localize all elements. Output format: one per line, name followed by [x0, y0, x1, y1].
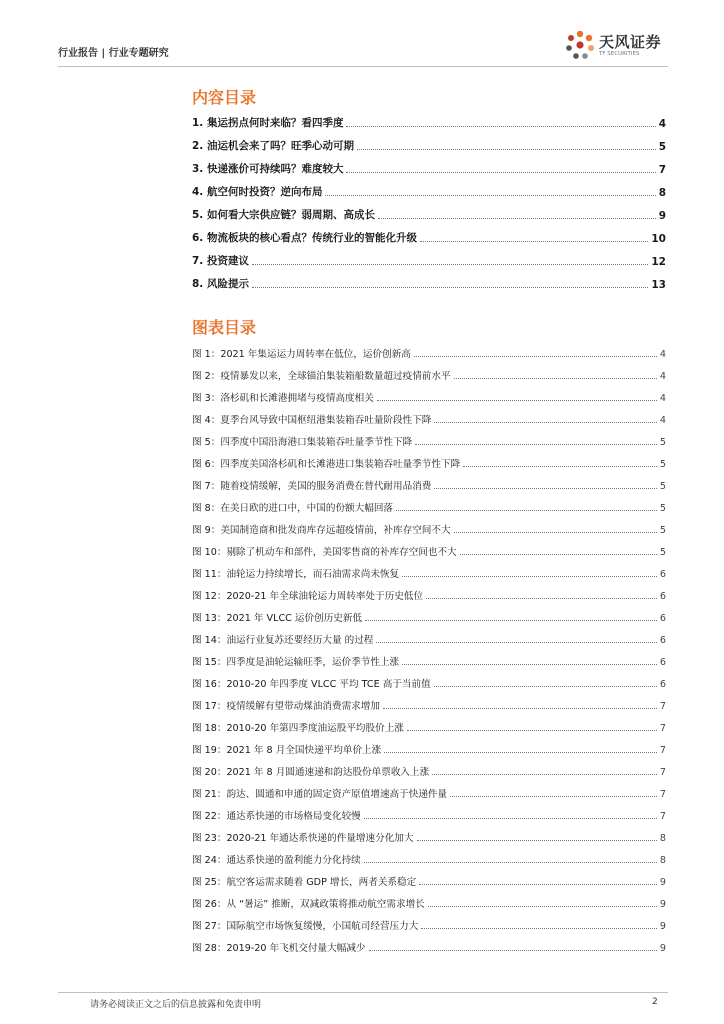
toc-entry-label: 图 7：随着疫情缓解，美国的服务消费在替代耐用品消费 [192, 481, 432, 492]
toc-entry-page: 9 [659, 943, 666, 954]
toc-entry-page: 7 [659, 811, 666, 822]
toc-entry-label: 图 28：2019-20 年飞机交付量大幅减少 [192, 943, 366, 954]
chart-toc-entry[interactable] [192, 822, 666, 844]
toc-entry-label: 图 12：2020-21 年全球油轮运力周转率处于历史低位 [192, 591, 424, 602]
chart-toc-entry[interactable] [192, 734, 666, 756]
toc-entry-page: 4 [659, 415, 666, 426]
chart-toc-entry[interactable] [192, 514, 666, 536]
toc-entry-label: 图 9：美国制造商和批发商库存远超疫情前，补库存空间不大 [192, 525, 451, 536]
toc-entry-page: 5 [659, 481, 666, 492]
chart-toc-entry[interactable] [192, 338, 666, 360]
dot-leader [364, 818, 657, 819]
chart-toc-entry[interactable] [192, 536, 666, 558]
toc-entry-label: 图 26：从 “暑运” 推断，双减政策将推动航空需求增长 [192, 899, 425, 910]
chart-toc-entry[interactable] [192, 932, 666, 954]
dot-leader [252, 287, 648, 288]
toc-entry-label: 8. 风险提示 [192, 278, 249, 290]
chart-toc-entry[interactable] [192, 844, 666, 866]
toc-entry-page: 7 [658, 164, 666, 176]
toc-entry-page: 8 [659, 855, 666, 866]
toc-entry-label: 1. 集运拐点何时来临？看四季度 [192, 117, 344, 129]
toc-entry-label: 图 6：四季度美国洛杉矶和长滩港进口集装箱吞吐量季节性下降 [192, 459, 461, 470]
toc-entry-label: 4. 航空何时投资？逆向布局 [192, 186, 323, 198]
toc-entry-page: 5 [659, 503, 666, 514]
dot-leader [364, 862, 657, 863]
toc-entry-label: 图 13：2021 年 VLCC 运价创历史新低 [192, 613, 363, 624]
brand-subtitle: TF SECURITIES [599, 51, 640, 57]
content-toc-list [192, 107, 666, 291]
toc-entry-label: 2. 油运机会来了吗？旺季心动可期 [192, 140, 354, 152]
page-number: 2 [652, 997, 658, 1007]
toc-entry-label: 3. 快递涨价可持续吗？难度较大 [192, 163, 344, 175]
chart-toc-entry[interactable] [192, 866, 666, 888]
toc-entry-page: 6 [659, 613, 666, 624]
dot-leader [460, 554, 657, 555]
content-toc-entry[interactable] [192, 245, 666, 268]
dot-leader [377, 400, 657, 401]
toc-entry-label: 图 22：通达系快递的市场格局变化较慢 [192, 811, 361, 822]
flower-logo-icon [563, 28, 597, 62]
chart-toc-entry[interactable] [192, 602, 666, 624]
dot-leader [420, 241, 648, 242]
toc-entry-label: 图 23：2020-21 年通达系快递的件量增速分化加大 [192, 833, 414, 844]
toc-entry-page: 4 [659, 349, 666, 360]
chart-toc-entry[interactable] [192, 778, 666, 800]
toc-entry-page: 7 [659, 723, 666, 734]
brand-name: 天风证券 [599, 33, 662, 51]
content-toc-entry[interactable] [192, 199, 666, 222]
toc-entry-page: 9 [659, 899, 666, 910]
toc-entry-page: 8 [659, 833, 666, 844]
dot-leader [432, 774, 657, 775]
toc-entry-label: 图 16：2010-20 年四季度 VLCC 平均 TCE 高于当前值 [192, 679, 431, 690]
dot-leader [454, 532, 657, 533]
toc-entry-page: 6 [659, 635, 666, 646]
dot-leader [434, 422, 656, 423]
toc-entry-page: 7 [659, 789, 666, 800]
dot-leader [434, 686, 657, 687]
toc-entry-label: 图 25：航空客运需求随着 GDP 增长，两者关系稳定 [192, 877, 417, 888]
header-divider [58, 66, 668, 67]
disclaimer-note: 请务必阅读正文之后的信息披露和免责申明 [90, 1000, 262, 1010]
toc-entry-label: 图 17：疫情缓解有望带动煤油消费需求增加 [192, 701, 380, 712]
dot-leader [414, 356, 657, 357]
dot-leader [434, 488, 656, 489]
chart-toc-entry[interactable] [192, 360, 666, 382]
dot-leader [383, 708, 657, 709]
toc-entry-page: 6 [659, 569, 666, 580]
content-toc-entry[interactable] [192, 176, 666, 199]
toc-entry-label: 图 11：油轮运力持续增长，而石油需求尚未恢复 [192, 569, 400, 580]
toc-entry-page: 4 [658, 118, 666, 130]
toc-entry-label: 图 10：剔除了机动车和部件，美国零售商的补库存空间也不大 [192, 547, 457, 558]
toc-entry-page: 4 [659, 393, 666, 404]
dot-leader [402, 664, 657, 665]
chart-toc-entry[interactable] [192, 646, 666, 668]
chart-toc-entry[interactable] [192, 888, 666, 910]
chart-toc-entry[interactable] [192, 910, 666, 932]
toc-entry-label: 图 19：2021 年 8 月全国快递平均单价上涨 [192, 745, 382, 756]
toc-entry-page: 5 [659, 525, 666, 536]
chart-toc-entry[interactable] [192, 404, 666, 426]
dot-leader [325, 195, 655, 196]
chart-toc-entry[interactable] [192, 624, 666, 646]
report-category: 行业报告 | 行业专题研究 [58, 48, 169, 59]
toc-entry-page: 5 [658, 141, 666, 153]
dot-leader [450, 796, 657, 797]
toc-entry-label: 图 20：2021 年 8 月圆通速递和韵达股份单票收入上涨 [192, 767, 430, 778]
chart-toc-entry[interactable] [192, 492, 666, 514]
chart-toc-entry[interactable] [192, 668, 666, 690]
dot-leader [365, 620, 657, 621]
toc-entry-label: 7. 投资建议 [192, 255, 249, 267]
dot-leader [407, 730, 657, 731]
brand-logo [563, 26, 683, 66]
toc-entry-page: 10 [651, 233, 666, 245]
toc-entry-page: 8 [658, 187, 666, 199]
toc-entry-page: 6 [659, 591, 666, 602]
toc-entry-label: 6. 物流板块的核心看点？传统行业的智能化升级 [192, 232, 417, 244]
toc-entry-label: 图 5：四季度中国沿海港口集装箱吞吐量季节性下降 [192, 437, 413, 448]
dot-leader [384, 752, 657, 753]
toc-entry-label: 图 2：疫情暴发以来，全球锚泊集装箱船数量超过疫情前水平 [192, 371, 451, 382]
toc-entry-page: 7 [659, 767, 666, 778]
toc-entry-label: 图 27：国际航空市场恢复缓慢，小国航司经营压力大 [192, 921, 419, 932]
dot-leader [463, 466, 657, 467]
dot-leader [252, 264, 648, 265]
toc-entry-label: 图 24：通达系快递的盈利能力分化持续 [192, 855, 361, 866]
dot-leader [346, 126, 655, 127]
chart-toc-title: 图表目录 [192, 318, 257, 337]
dot-leader [428, 906, 657, 907]
toc-entry-page: 7 [659, 745, 666, 756]
chart-toc-entry[interactable] [192, 690, 666, 712]
toc-entry-page: 9 [658, 210, 666, 222]
content-toc-title: 内容目录 [192, 88, 257, 107]
toc-entry-label: 图 18：2010-20 年第四季度油运股平均股价上涨 [192, 723, 404, 734]
toc-entry-page: 9 [659, 921, 666, 932]
dot-leader [402, 576, 657, 577]
chart-toc-entry[interactable] [192, 558, 666, 580]
toc-entry-label: 图 15：四季度是油轮运输旺季，运价季节性上涨 [192, 657, 400, 668]
toc-entry-label: 图 21：韵达、圆通和申通的固定资产原值增速高于快递件量 [192, 789, 448, 800]
dot-leader [396, 510, 657, 511]
content-toc-entry[interactable] [192, 107, 666, 130]
toc-entry-label: 图 4：夏季台风导致中国枢纽港集装箱吞吐量阶段性下降 [192, 415, 432, 426]
toc-entry-page: 9 [659, 877, 666, 888]
chart-toc-entry[interactable] [192, 426, 666, 448]
chart-toc-entry[interactable] [192, 800, 666, 822]
dot-leader [426, 598, 657, 599]
dot-leader [346, 172, 655, 173]
toc-entry-page: 6 [659, 657, 666, 668]
chart-toc-list [192, 338, 666, 954]
content-toc-entry[interactable] [192, 130, 666, 153]
footer-divider [58, 992, 668, 993]
chart-toc-entry[interactable] [192, 382, 666, 404]
chart-toc-entry[interactable] [192, 712, 666, 734]
chart-toc-entry[interactable] [192, 470, 666, 492]
content-toc-entry[interactable] [192, 153, 666, 176]
chart-toc-entry[interactable] [192, 756, 666, 778]
dot-leader [454, 378, 657, 379]
dot-leader [417, 840, 657, 841]
chart-toc-entry[interactable] [192, 448, 666, 470]
toc-entry-page: 6 [659, 679, 666, 690]
toc-entry-label: 图 1：2021 年集运运力周转率在低位，运价创新高 [192, 349, 411, 360]
content-toc-entry[interactable] [192, 222, 666, 245]
toc-entry-page: 7 [659, 701, 666, 712]
toc-entry-label: 图 8：在美日欧的进口中，中国的份额大幅回落 [192, 503, 394, 514]
toc-entry-label: 图 14：油运行业复苏还要经历大量 的过程 [192, 635, 374, 646]
toc-entry-label: 图 3：洛杉矶和长滩港拥堵与疫情高度相关 [192, 393, 374, 404]
toc-entry-page: 12 [651, 256, 666, 268]
toc-entry-page: 4 [659, 371, 666, 382]
chart-toc-entry[interactable] [192, 580, 666, 602]
toc-entry-page: 5 [659, 459, 666, 470]
toc-entry-page: 5 [659, 437, 666, 448]
dot-leader [378, 218, 656, 219]
dot-leader [419, 884, 657, 885]
toc-entry-page: 13 [651, 279, 666, 291]
toc-entry-page: 5 [659, 547, 666, 558]
dot-leader [376, 642, 656, 643]
dot-leader [415, 444, 657, 445]
dot-leader [421, 928, 657, 929]
dot-leader [369, 950, 657, 951]
dot-leader [357, 149, 656, 150]
content-toc-entry[interactable] [192, 268, 666, 291]
toc-entry-label: 5. 如何看大宗供应链？弱周期、高成长 [192, 209, 375, 221]
